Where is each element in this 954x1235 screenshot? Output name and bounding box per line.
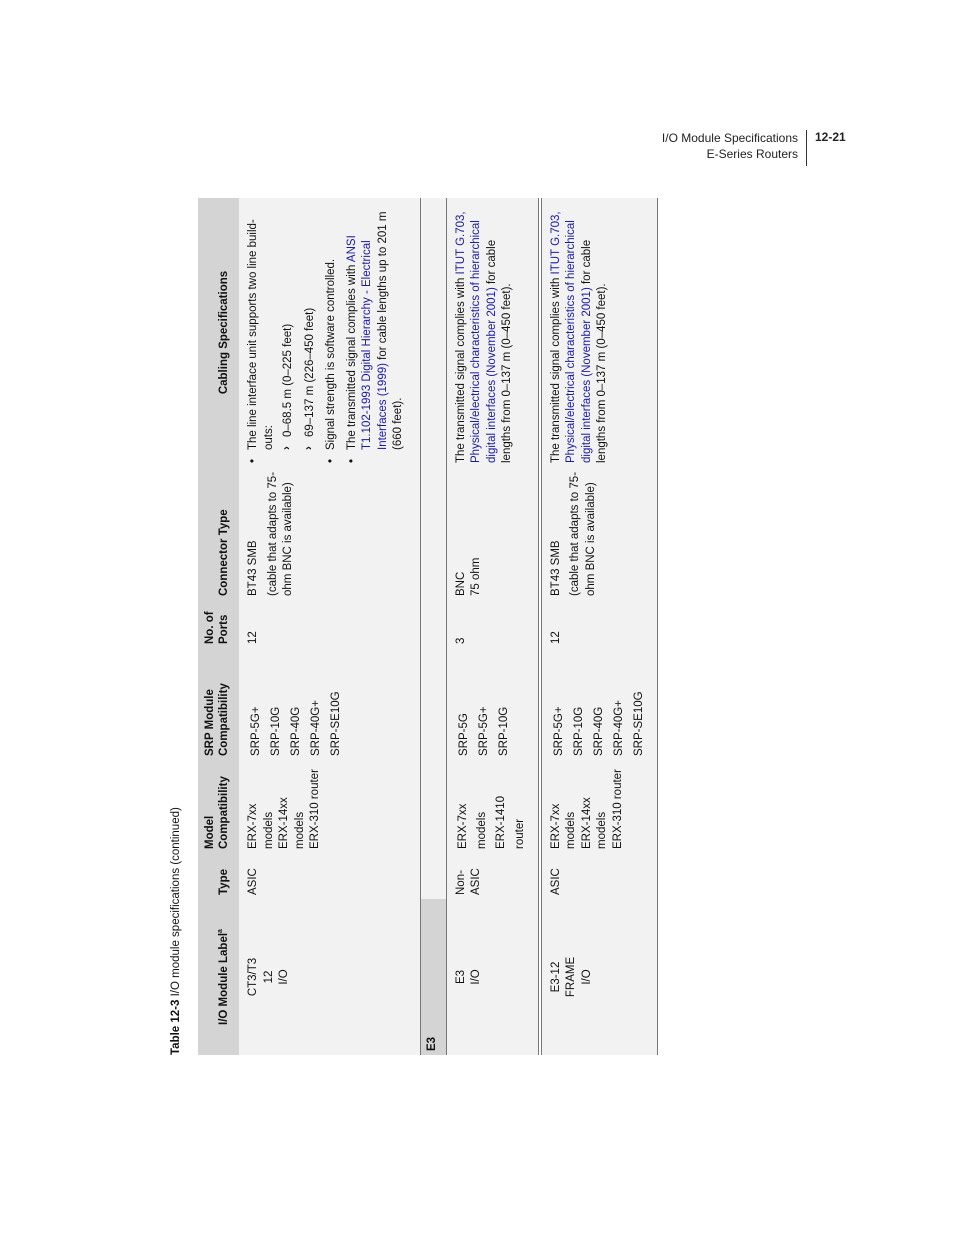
rotated-table-region	[163, 198, 647, 1055]
cell-cabling-specifications	[239, 198, 420, 467]
list-item: • The line interface unit supports two line build-outs: › 0–68.5 m (0–225 feet) › 69–137 m (226–450 feet)	[246, 202, 318, 463]
cell-module-label: E3 I/O	[446, 899, 538, 1055]
cell-cabling-specifications: The transmitted signal complies with ITUT G.703, Physical/electrical characteristics of hierarchical digital interfaces (November 2001) for cable lengths from 0–137 m (0–450 feet).	[446, 198, 538, 467]
cell-srp-compatibility: SRP-5G+ SRP-10G SRP-40G SRP-40G+ SRP-SE10G	[239, 648, 420, 760]
group-row-e3	[420, 198, 446, 1055]
header-book-title: E-Series Routers	[706, 147, 798, 161]
table-row	[239, 198, 420, 1055]
cell-connector-type: BNC 75 ohm	[446, 467, 538, 600]
list-item: • Signal strength is software controlled.	[324, 202, 340, 463]
table-caption	[163, 807, 189, 1055]
table-caption-label: Table 12-3	[170, 999, 182, 1055]
cell-ports: 12	[541, 600, 657, 648]
cell-type: ASIC	[541, 853, 657, 899]
cell-connector-type: BT43 SMB (cable that adapts to 75-ohm BNC is available)	[239, 467, 420, 600]
header-model-compatibility: Model Compatibility	[198, 760, 239, 853]
footnote-marker: a	[217, 929, 225, 933]
io-module-spec-table	[198, 198, 658, 1055]
table-header-row	[198, 198, 239, 1055]
table-row	[541, 198, 657, 1055]
cell-ports: 12	[239, 600, 420, 648]
header-cabling-specifications: Cabling Specifications	[198, 198, 239, 467]
list-item: › 69–137 m (226–450 feet)	[303, 202, 319, 450]
group-label: E3	[420, 899, 446, 1055]
cell-model-compatibility: ERX-7xx models ERX-14xx models ERX-310 router	[239, 760, 420, 853]
table-caption-text: I/O module specifications (continued)	[170, 807, 182, 997]
cell-model-compatibility: ERX-7xx models ERX-1410 router	[446, 760, 538, 853]
cell-type: Non-ASIC	[446, 853, 538, 899]
header-section-title: I/O Module Specifications	[661, 131, 798, 145]
itut-standard-link[interactable]: ITUT G.703, Physical/electrical characteristics of hierarchical digital interfaces (November 2001)	[549, 211, 593, 463]
running-header	[662, 130, 798, 162]
cell-module-label: CT3/T3 12 I/O	[239, 899, 420, 1055]
itut-standard-link[interactable]: ITUT G.703, Physical/electrical characteristics of hierarchical digital interfaces (November 2001)	[454, 211, 498, 463]
ansi-standard-link[interactable]: ANSI T1.102-1993 Digital Hierarchy - Electrical Interfaces (1999)	[345, 235, 389, 450]
cell-srp-compatibility: SRP-5G+ SRP-10G SRP-40G SRP-40G+ SRP-SE10G	[541, 648, 657, 760]
header-io-module-label: I/O Module Label$^a$	[198, 899, 239, 1055]
cell-srp-compatibility: SRP-5G SRP-5G+ SRP-10G	[446, 648, 538, 760]
header-ports: No. of Ports	[198, 600, 239, 648]
page-number: 12-21	[815, 130, 846, 144]
cell-type: ASIC	[239, 853, 420, 899]
header-divider	[806, 130, 807, 166]
header-connector-type: Connector Type	[198, 467, 239, 600]
header-type: Type	[198, 853, 239, 899]
header-srp-compatibility: SRP Module Compatibility	[198, 648, 239, 760]
cell-ports: 3	[446, 600, 538, 648]
list-item: › 0–68.5 m (0–225 feet)	[281, 202, 297, 450]
cell-module-label: E3-12 FRAME I/O	[541, 899, 657, 1055]
group-row-fill	[420, 198, 446, 899]
cell-model-compatibility: ERX-7xx models ERX-14xx models ERX-310 router	[541, 760, 657, 853]
cell-connector-type: BT43 SMB (cable that adapts to 75-ohm BNC is available)	[541, 467, 657, 600]
cell-cabling-specifications: The transmitted signal complies with ITUT G.703, Physical/electrical characteristics of hierarchical digital interfaces (November 2001) for cable lengths from 0–137 m (0–450 feet).	[541, 198, 657, 467]
table-row	[446, 198, 538, 1055]
list-item: • The transmitted signal complies with ANSI T1.102-1993 Digital Hierarchy - Electrical Interfaces (1999) for cable lengths up to 201 m (660 feet).	[345, 202, 407, 463]
